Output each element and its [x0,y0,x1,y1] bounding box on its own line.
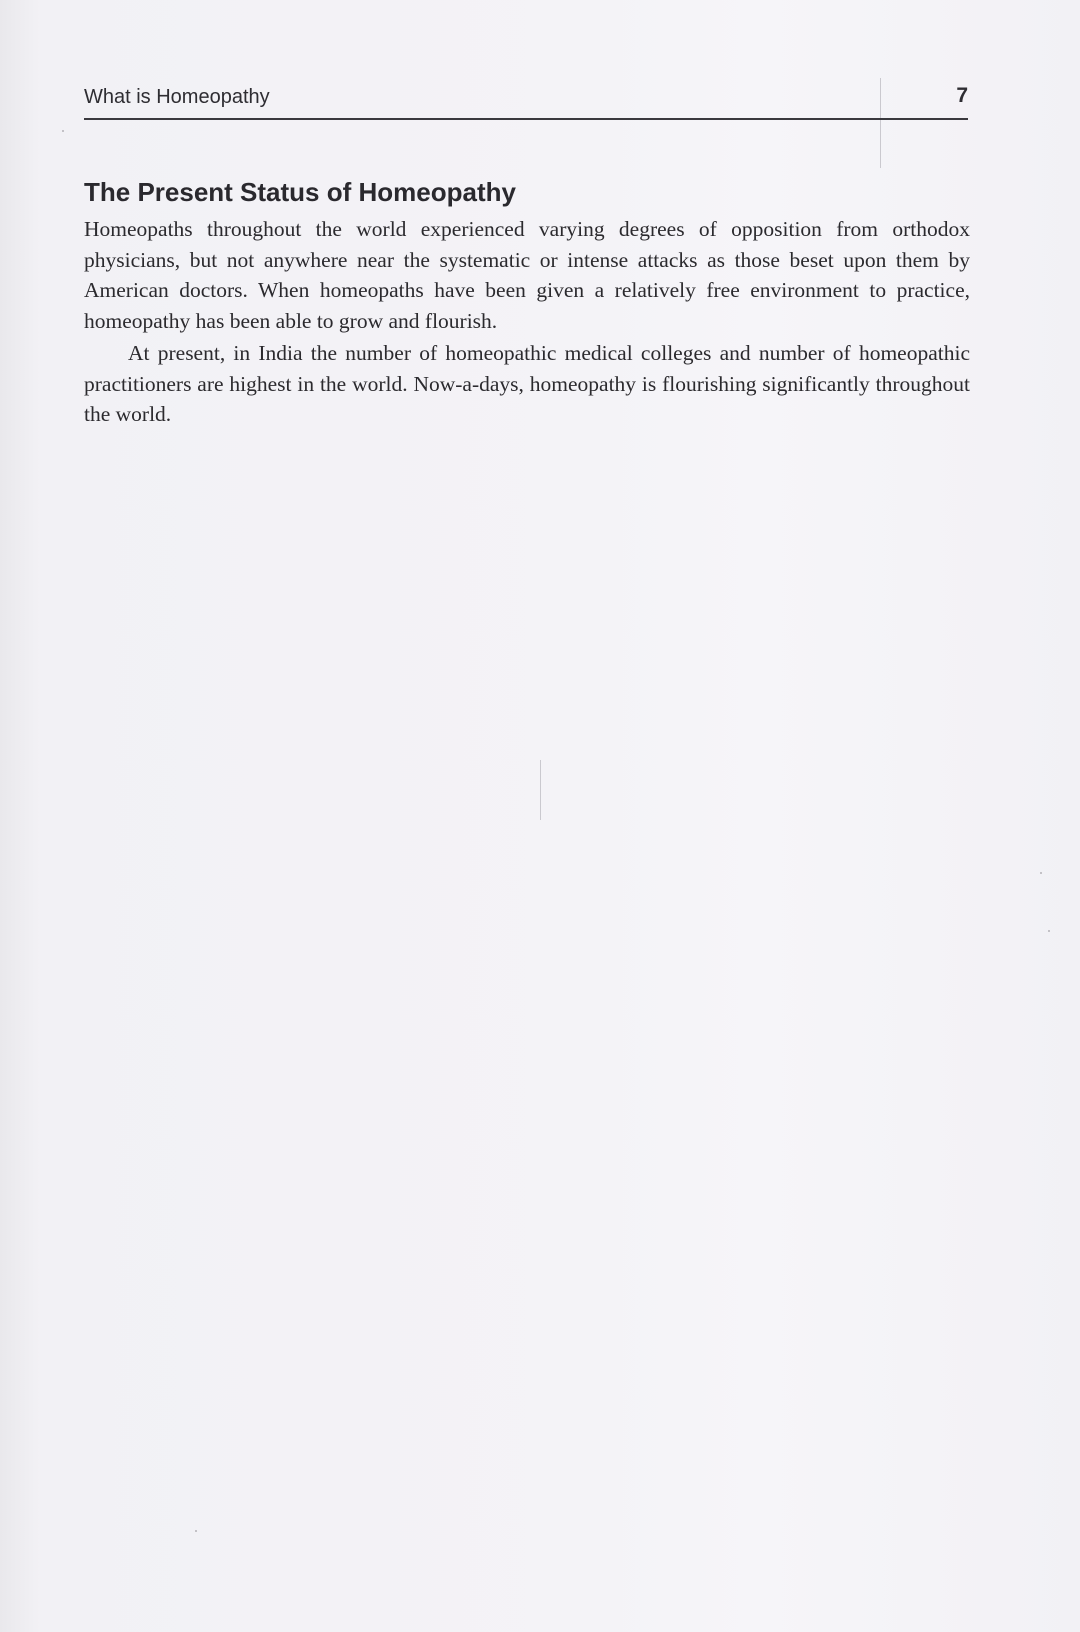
paper-speck [195,1530,197,1532]
section-heading: The Present Status of Homeopathy [84,177,516,207]
pencil-mark [540,760,541,820]
paper-speck [62,130,64,132]
body-paragraph: Homeopaths throughout the world experienced varying degrees of opposition from orthodox physicians, but not anywhere near the systematic or intense attacks as those beset upon them by American doctors. When homeopaths have been given a relatively free environment to practice, homeopathy has been able to grow and flourish. [84,217,970,333]
paper-speck [1040,872,1042,874]
page-number: 7 [956,84,968,107]
running-header-title: What is Homeopathy [84,86,270,108]
paper-speck [1048,930,1050,932]
running-header [84,84,968,120]
body-paragraph: At present, in India the number of homeopathic medical colleges and number of homeopathic practitioners are highest in the world. Now-a-days, homeopathy is flourishing significantly throughout the world. [84,341,970,426]
section-present-status [84,174,970,430]
